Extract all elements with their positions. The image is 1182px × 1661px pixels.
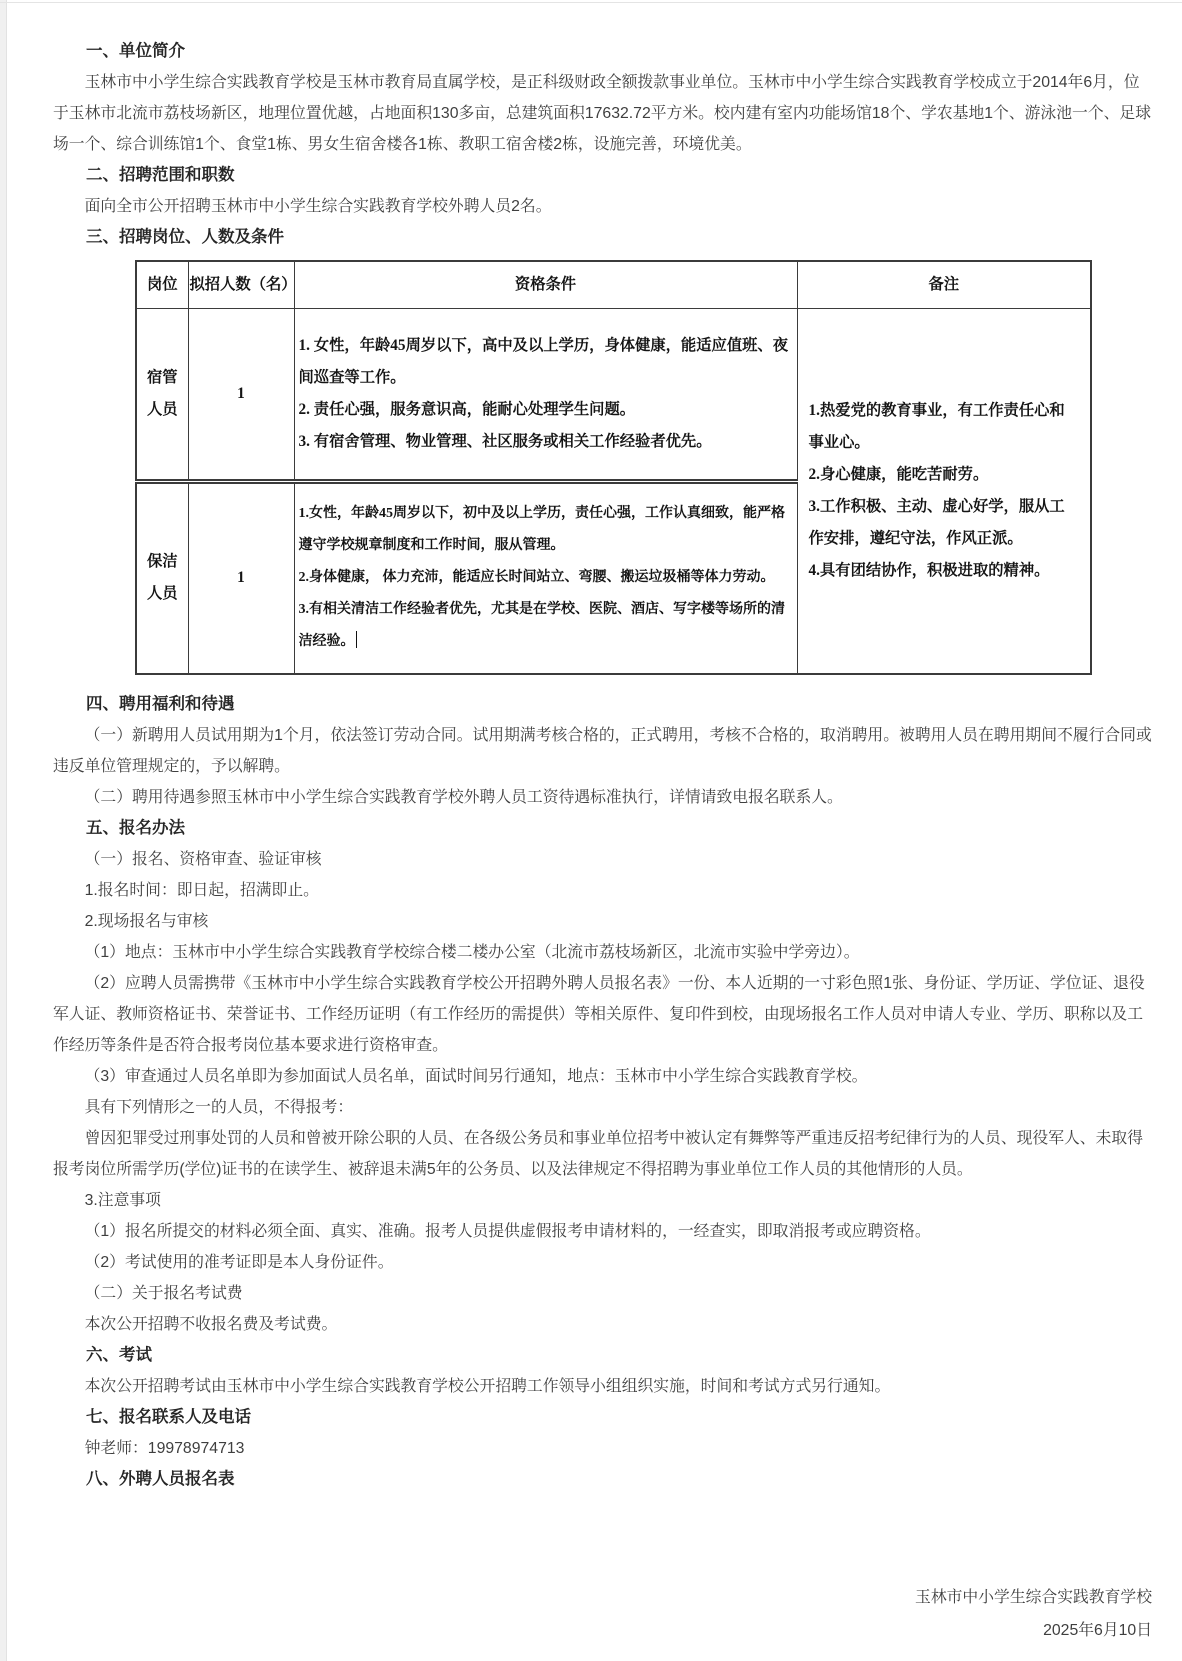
text-cursor — [356, 631, 358, 648]
paragraph: （1）地点：玉林市中小学生综合实践教育学校综合楼二楼办公室（北流市荔枝场新区，北流市实验中学旁边）。 — [84, 944, 860, 961]
paragraph: （1）报名所提交的材料必须全面、真实、准确。报考人员提供虚假报考申请材料的，一经查实，即取消报考或应聘资格。 — [84, 1223, 931, 1240]
signature-org: 玉林市中小学生综合实践教育学校 — [915, 1589, 1152, 1606]
paragraph: 2.现场报名与审核 — [84, 913, 209, 930]
recruitment-table — [135, 260, 1092, 675]
table-row — [136, 308, 1091, 481]
paragraph: （2）应聘人员需携带《玉林市中小学生综合实践教育学校公开招聘外聘人员报名表》一份、本人近期的一寸彩色照1张、身份证、学历证、学位证、退役军人证、教师资格证书、荣誉证书、工作经历证明（有工作经历的需提供）等相关原件、复印件到校，由现场报名工作人员对申请人专业、学历、职称以及工作经历等条件是否符合报考岗位基本要求进行资格审查。 — [53, 975, 1145, 1054]
post-count: 1 — [188, 308, 294, 481]
section-heading-7: 七、报名联系人及电话 — [86, 1408, 251, 1426]
post-name: 保洁人员 — [136, 481, 188, 674]
requirement-text: 3.有相关清洁工作经验者优先，尤其是在学校、医院、酒店、写字楼等场所的清洁经验。 — [298, 602, 785, 650]
section-heading-6: 六、考试 — [86, 1346, 152, 1364]
requirement-item: 2. 责任心强，服务意识高，能耐心处理学生问题。 — [298, 400, 636, 418]
remark-cell — [797, 308, 1091, 674]
col-header-remark: 备注 — [797, 261, 1091, 308]
paragraph: （3）审查通过人员名单即为参加面试人员名单，面试时间另行通知，地点：玉林市中小学生综合实践教育学校。 — [84, 1068, 868, 1085]
paragraph: （二）关于报名考试费 — [84, 1285, 243, 1302]
paragraph: 具有下列情形之一的人员，不得报考： — [84, 1099, 354, 1116]
section-heading-3: 三、招聘岗位、人数及条件 — [86, 228, 284, 246]
signature-date: 2025年6月10日 — [1043, 1622, 1152, 1639]
paragraph: 本次公开招聘考试由玉林市中小学生综合实践教育学校公开招聘工作领导小组组织实施，时间和考试方式另行通知。 — [84, 1378, 891, 1395]
paragraph: （一）报名、资格审查、验证审核 — [84, 851, 322, 868]
section-heading-4: 四、聘用福利和待遇 — [86, 695, 235, 713]
requirement-item: 1. 女性，年龄45周岁以下，高中及以上学历，身体健康，能适应值班、夜间巡查等工作。 — [298, 336, 789, 386]
requirement-item: 2.身体健康， 体力充沛，能适应长时间站立、弯腰、搬运垃圾桶等体力劳动。 — [298, 570, 775, 586]
paragraph: （一）新聘用人员试用期为1个月，依法签订劳动合同。试用期满考核合格的，正式聘用，考核不合格的，取消聘用。被聘用人员在聘用期间不履行合同或违反单位管理规定的，予以解聘。 — [53, 727, 1152, 775]
paragraph: 3.注意事项 — [84, 1192, 161, 1209]
post-count: 1 — [188, 481, 294, 674]
section-heading-5: 五、报名办法 — [86, 819, 185, 837]
remark-item: 4.具有团结协作，积极进取的精神。 — [808, 561, 1050, 579]
recruitment-table-wrapper — [135, 260, 1152, 675]
col-header-requirements: 资格条件 — [294, 261, 797, 308]
paragraph: 本次公开招聘不收报名费及考试费。 — [84, 1316, 338, 1333]
section-heading-1: 一、单位简介 — [86, 42, 185, 60]
paragraph: （二）聘用待遇参照玉林市中小学生综合实践教育学校外聘人员工资待遇标准执行，详情请致电报名联系人。 — [84, 789, 843, 806]
section-heading-2: 二、招聘范围和职数 — [86, 166, 235, 184]
signature-block — [53, 1581, 1152, 1647]
paragraph: （2）考试使用的准考证即是本人身份证件。 — [84, 1254, 394, 1271]
remark-item: 2.身心健康，能吃苦耐劳。 — [808, 465, 989, 483]
remark-item: 3.工作积极、主动、虚心好学，服从工作安排，遵纪守法，作风正派。 — [808, 497, 1065, 547]
requirement-item: 3. 有宿舍管理、物业管理、社区服务或相关工作经验者优先。 — [298, 432, 712, 450]
remark-item: 1.热爱党的教育事业，有工作责任心和事业心。 — [808, 401, 1065, 451]
post-requirements — [294, 481, 797, 674]
paragraph: 1.报名时间：即日起，招满即止。 — [84, 882, 319, 899]
contact-line: 钟老师：19978974713 — [84, 1440, 245, 1457]
paragraph: 曾因犯罪受过刑事处罚的人员和曾被开除公职的人员、在各级公务员和事业单位招考中被认定有舞弊等严重违反招考纪律行为的人员、现役军人、未取得报考岗位所需学历(学位)证书的在读学生、被辞退未满5年的公务员、以及法律规定不得招聘为事业单位工作人员的其他情形的人员。 — [53, 1130, 1143, 1178]
col-header-count: 拟招人数（名） — [188, 261, 294, 308]
requirement-item — [299, 594, 793, 658]
paragraph: 玉林市中小学生综合实践教育学校是玉林市教育局直属学校，是正科级财政全额拨款事业单位。玉林市中小学生综合实践教育学校成立于2014年6月，位于玉林市北流市荔枝场新区，地理位置优越，占地面积130多亩，总建筑面积17632.72平方米。校内建有室内功能场馆18个、学农基地1个、游泳池一个、足球场一个、综合训练馆1个、食堂1栋、男女生宿舍楼各1栋、教职工宿舍楼2栋，设施完善，环境优美。 — [53, 74, 1152, 153]
table-header-row — [136, 261, 1091, 308]
section-heading-8: 八、外聘人员报名表 — [86, 1470, 235, 1488]
paragraph: 面向全市公开招聘玉林市中小学生综合实践教育学校外聘人员2名。 — [84, 198, 552, 215]
col-header-post: 岗位 — [136, 261, 188, 308]
post-name: 宿管人员 — [136, 308, 188, 481]
post-requirements — [294, 308, 797, 481]
requirement-item: 1.女性，年龄45周岁以下，初中及以上学历，责任心强，工作认真细致，能严格遵守学校规章制度和工作时间，服从管理。 — [298, 506, 785, 554]
